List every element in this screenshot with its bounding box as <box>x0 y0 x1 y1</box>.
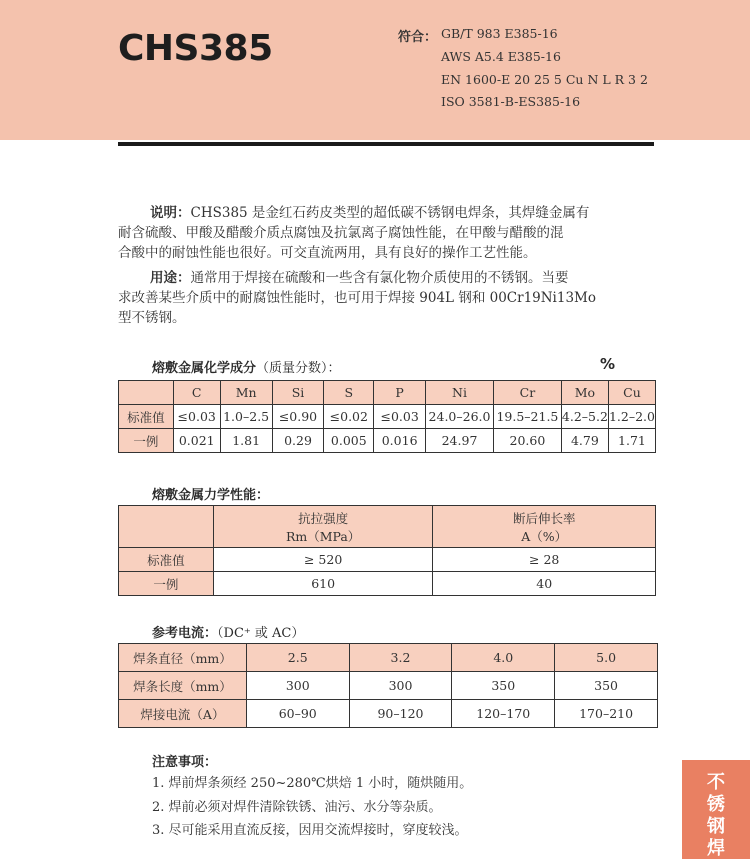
usage-label: 用途： <box>150 270 191 286</box>
chemistry-cell: 4.79 <box>561 429 608 453</box>
chemistry-header-row <box>119 381 656 405</box>
side-category-tab[interactable]: 不 锈 钢 焊 <box>682 760 750 859</box>
current-cell: 90–120 <box>349 700 452 728</box>
chemistry-cell: 19.5–21.5 <box>493 405 561 429</box>
mechanical-cell: 610 <box>213 572 433 596</box>
description-line: CHS385 是金红石药皮类型的超低碳不锈钢电焊条，其焊缝金属有 <box>190 205 590 221</box>
note-item: 1. 焊前焊条须经 250~280℃烘焙 1 小时，随烘随用。 <box>152 776 473 791</box>
current-row-label: 焊接电流（A） <box>119 700 247 728</box>
mechanical-cell: 40 <box>433 572 656 596</box>
chemistry-cell: 24.97 <box>426 429 494 453</box>
current-row-label: 焊条长度（mm） <box>119 672 247 700</box>
chemistry-title: 熔敷金属化学成分（质量分数）： <box>152 361 341 376</box>
standard-line: ISO 3581-B-ES385-16 <box>441 94 581 109</box>
chemistry-cell: 0.005 <box>324 429 374 453</box>
chemistry-header-cell <box>119 381 174 405</box>
chemistry-header-cell: Si <box>272 381 324 405</box>
chemistry-cell: 1.71 <box>608 429 655 453</box>
current-cell: 350 <box>555 672 658 700</box>
standard-line: GB/T 983 E385-16 <box>441 26 558 41</box>
chemistry-header-cell: Cr <box>493 381 561 405</box>
mechanical-cell: ≥ 28 <box>433 548 656 572</box>
chemistry-cell: 4.2–5.2 <box>561 405 608 429</box>
chemistry-unit: % <box>600 355 616 373</box>
usage-paragraph <box>118 268 658 328</box>
current-cell: 300 <box>246 672 349 700</box>
chemistry-cell: ≤0.03 <box>374 405 426 429</box>
mechanical-table <box>118 505 656 596</box>
description-line: 耐含硫酸、甲酸及醋酸介质点腐蚀及抗氯离子腐蚀性能，在甲酸与醋酸的混 <box>118 225 564 241</box>
note-item: 3. 尽可能采用直流反接，因用交流焊接时，穿度较浅。 <box>152 823 468 838</box>
note-item: 2. 焊前必须对焊件清除铁锈、油污、水分等杂质。 <box>152 800 442 815</box>
chemistry-header-cell: Mn <box>220 381 272 405</box>
elongation-header: 断后伸长率 A（%） <box>433 506 656 548</box>
mechanical-standard-row <box>119 548 656 572</box>
usage-line: 通常用于焊接在硫酸和一些含有氯化物介质使用的不锈钢。当要 <box>190 270 569 286</box>
mechanical-title: 熔敷金属力学性能： <box>152 488 270 503</box>
mechanical-cell: ≥ 520 <box>213 548 433 572</box>
usage-line: 求改善某些介质中的耐腐蚀性能时，也可用于焊接 904L 钢和 00Cr19Ni13Mo <box>118 290 597 306</box>
usage-line: 型不锈钢。 <box>118 310 186 326</box>
mechanical-example-row <box>119 572 656 596</box>
chemistry-cell: 20.60 <box>493 429 561 453</box>
chemistry-header-cell: S <box>324 381 374 405</box>
current-cell: 60–90 <box>246 700 349 728</box>
chemistry-header-cell: C <box>173 381 220 405</box>
standard-line: EN 1600-E 20 25 5 Cu N L R 3 2 <box>441 72 648 87</box>
description-paragraph <box>118 203 658 263</box>
diameter-row <box>119 644 658 672</box>
current-cell: 3.2 <box>349 644 452 672</box>
chemistry-example-row <box>119 429 656 453</box>
chemistry-header-cell: Ni <box>426 381 494 405</box>
chemistry-header-cell: Mo <box>561 381 608 405</box>
header-band <box>0 0 750 140</box>
current-cell: 2.5 <box>246 644 349 672</box>
standard-line: AWS A5.4 E385-16 <box>441 49 561 64</box>
current-title: 参考电流：（DC⁺ 或 AC） <box>152 626 305 641</box>
chemistry-cell: 24.0–26.0 <box>426 405 494 429</box>
description-label: 说明： <box>150 205 191 221</box>
chemistry-cell: 0.29 <box>272 429 324 453</box>
welding-current-row <box>119 700 658 728</box>
current-cell: 350 <box>452 672 555 700</box>
chemistry-row-label: 一例 <box>119 429 174 453</box>
current-row-label: 焊条直径（mm） <box>119 644 247 672</box>
mechanical-header-row <box>119 506 656 548</box>
notes-title: 注意事项： <box>152 755 218 770</box>
chemistry-cell: 1.0–2.5 <box>220 405 272 429</box>
chemistry-cell: 1.81 <box>220 429 272 453</box>
chemistry-cell: ≤0.03 <box>173 405 220 429</box>
chemistry-table <box>118 380 656 453</box>
mechanical-corner-cell <box>119 506 214 548</box>
current-cell: 170–210 <box>555 700 658 728</box>
chemistry-row-label: 标准值 <box>119 405 174 429</box>
chemistry-cell: 1.2–2.0 <box>608 405 655 429</box>
chemistry-header-cell: Cu <box>608 381 655 405</box>
current-cell: 4.0 <box>452 644 555 672</box>
chemistry-standard-row <box>119 405 656 429</box>
current-cell: 5.0 <box>555 644 658 672</box>
description-line: 合酸中的耐蚀性能也很好。可交直流两用，具有良好的操作工艺性能。 <box>118 245 537 261</box>
length-row <box>119 672 658 700</box>
current-table <box>118 643 658 728</box>
chemistry-cell: 0.021 <box>173 429 220 453</box>
product-title: CHS385 <box>118 28 273 69</box>
chemistry-cell: 0.016 <box>374 429 426 453</box>
chemistry-cell: ≤0.02 <box>324 405 374 429</box>
current-cell: 300 <box>349 672 452 700</box>
chemistry-cell: ≤0.90 <box>272 405 324 429</box>
standards-label: 符合： <box>398 30 438 45</box>
chemistry-header-cell: P <box>374 381 426 405</box>
current-cell: 120–170 <box>452 700 555 728</box>
mechanical-row-label: 一例 <box>119 572 214 596</box>
mechanical-row-label: 标准值 <box>119 548 214 572</box>
header-divider <box>118 142 654 146</box>
tensile-strength-header: 抗拉强度 Rm（MPa） <box>213 506 433 548</box>
